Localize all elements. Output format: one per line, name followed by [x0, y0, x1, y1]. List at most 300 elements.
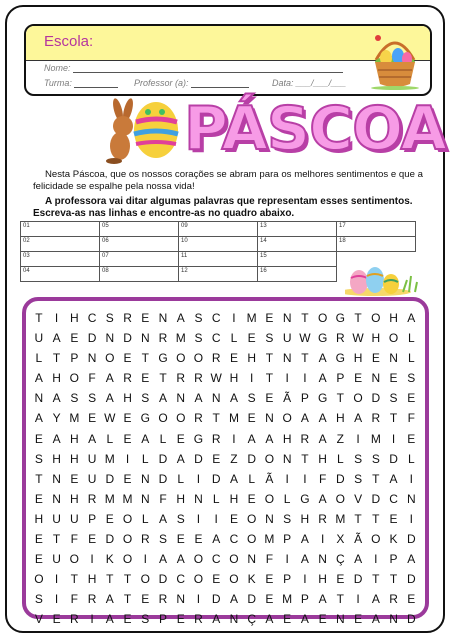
grid-letter[interactable]: U — [34, 331, 44, 346]
answer-cell[interactable]: 06 — [100, 237, 179, 252]
grid-letter[interactable]: E — [318, 612, 327, 627]
grid-letter[interactable]: A — [212, 612, 221, 627]
grid-letter[interactable]: N — [389, 612, 398, 627]
grid-letter[interactable]: H — [336, 411, 345, 426]
grid-letter[interactable]: A — [407, 552, 416, 567]
grid-letter[interactable]: M — [228, 411, 239, 426]
grid-letter[interactable]: N — [265, 511, 274, 526]
grid-letter[interactable]: G — [300, 491, 310, 506]
grid-letter[interactable]: L — [177, 471, 185, 486]
grid-letter[interactable]: E — [247, 491, 256, 506]
grid-letter[interactable]: W — [299, 331, 311, 346]
answer-cell[interactable]: 12 — [179, 267, 258, 282]
grid-letter[interactable]: I — [125, 451, 130, 466]
grid-letter[interactable]: I — [391, 431, 396, 446]
grid-letter[interactable]: L — [212, 491, 220, 506]
grid-letter[interactable]: O — [122, 511, 133, 526]
grid-letter[interactable]: M — [282, 592, 293, 607]
grid-letter[interactable]: H — [353, 351, 363, 366]
grid-letter[interactable]: I — [285, 371, 289, 386]
grid-letter[interactable]: R — [389, 592, 398, 607]
grid-letter[interactable]: T — [372, 572, 380, 587]
grid-letter[interactable]: E — [176, 612, 185, 627]
grid-letter[interactable]: M — [246, 311, 257, 325]
grid-letter[interactable]: E — [141, 311, 150, 325]
grid-letter[interactable]: A — [34, 411, 43, 426]
grid-letter[interactable]: S — [354, 471, 363, 486]
grid-letter[interactable]: A — [105, 371, 114, 386]
grid-letter[interactable]: N — [211, 391, 221, 406]
grid-letter[interactable]: Ã — [283, 391, 292, 406]
grid-letter[interactable]: E — [141, 592, 150, 607]
grid-letter[interactable]: A — [105, 612, 114, 627]
grid-letter[interactable]: N — [140, 471, 150, 486]
grid-letter[interactable]: N — [87, 351, 97, 366]
grid-letter[interactable]: T — [301, 351, 309, 366]
grid-letter[interactable]: N — [158, 311, 168, 325]
grid-letter[interactable]: E — [34, 431, 43, 446]
grid-letter[interactable]: I — [409, 511, 413, 526]
grid-letter[interactable]: S — [194, 331, 203, 346]
grid-letter[interactable]: L — [407, 351, 415, 366]
grid-letter[interactable]: I — [409, 471, 413, 486]
grid-letter[interactable]: Y — [52, 411, 61, 426]
grid-letter[interactable]: E — [88, 411, 97, 426]
grid-letter[interactable]: S — [176, 511, 185, 526]
grid-letter[interactable]: N — [371, 371, 381, 386]
grid-letter[interactable]: T — [35, 471, 43, 486]
grid-letter[interactable]: N — [265, 411, 274, 426]
grid-letter[interactable]: I — [232, 431, 236, 446]
grid-letter[interactable]: N — [105, 331, 115, 346]
grid-letter[interactable]: S — [70, 391, 79, 406]
grid-letter[interactable]: A — [52, 331, 61, 346]
grid-letter[interactable]: H — [70, 451, 79, 466]
grid-letter[interactable]: Z — [230, 451, 238, 466]
grid-letter[interactable]: A — [229, 471, 238, 486]
grid-letter[interactable]: C — [211, 331, 221, 346]
grid-letter[interactable]: T — [159, 371, 167, 386]
grid-letter[interactable]: A — [176, 311, 185, 325]
grid-letter[interactable]: R — [211, 351, 221, 366]
grid-letter[interactable]: H — [123, 391, 132, 406]
grid-letter[interactable]: E — [34, 552, 43, 567]
grid-letter[interactable]: L — [159, 431, 167, 446]
grid-letter[interactable]: E — [123, 612, 132, 627]
grid-letter[interactable]: R — [176, 371, 186, 386]
grid-letter[interactable]: S — [389, 391, 398, 406]
grid-letter[interactable]: N — [140, 491, 150, 506]
grid-letter[interactable]: E — [354, 612, 363, 627]
grid-letter[interactable]: O — [69, 371, 79, 386]
grid-letter[interactable]: E — [141, 371, 150, 386]
grid-letter[interactable]: S — [34, 592, 43, 607]
grid-letter[interactable]: U — [52, 511, 61, 526]
grid-letter[interactable]: R — [371, 411, 381, 426]
grid-letter[interactable]: M — [69, 411, 80, 426]
answer-cell[interactable]: 03 — [21, 252, 100, 267]
grid-letter[interactable]: W — [104, 411, 116, 426]
grid-letter[interactable]: H — [247, 351, 257, 366]
grid-letter[interactable]: E — [105, 511, 114, 526]
grid-letter[interactable]: I — [303, 471, 307, 486]
grid-letter[interactable]: N — [34, 391, 44, 406]
grid-letter[interactable]: N — [282, 451, 292, 466]
grid-letter[interactable]: O — [264, 491, 275, 506]
answer-cell[interactable]: 04 — [21, 267, 100, 282]
grid-letter[interactable]: P — [88, 511, 97, 526]
grid-letter[interactable]: A — [105, 592, 114, 607]
grid-letter[interactable]: O — [282, 411, 292, 426]
grid-letter[interactable]: D — [123, 331, 132, 346]
grid-letter[interactable]: O — [193, 552, 204, 567]
grid-letter[interactable]: R — [140, 532, 150, 547]
grid-letter[interactable]: E — [265, 311, 274, 325]
grid-letter[interactable]: T — [141, 351, 149, 366]
grid-letter[interactable]: E — [123, 431, 132, 446]
answer-cell[interactable]: 02 — [21, 237, 100, 252]
grid-letter[interactable]: R — [123, 311, 132, 325]
grid-letter[interactable]: A — [229, 391, 238, 406]
grid-letter[interactable]: A — [52, 391, 61, 406]
grid-letter[interactable]: E — [371, 351, 380, 366]
grid-letter[interactable]: O — [34, 572, 44, 587]
grid-letter[interactable]: G — [335, 351, 346, 366]
grid-letter[interactable]: T — [70, 572, 78, 587]
grid-letter[interactable]: I — [285, 471, 289, 486]
class-field[interactable] — [44, 78, 118, 88]
grid-letter[interactable]: G — [140, 411, 150, 426]
grid-letter[interactable]: A — [318, 592, 327, 607]
grid-letter[interactable]: X — [336, 532, 345, 547]
answer-cell[interactable]: 17 — [337, 222, 416, 237]
grid-letter[interactable]: O — [229, 552, 239, 567]
grid-letter[interactable]: S — [105, 311, 114, 325]
grid-letter[interactable]: I — [303, 572, 307, 587]
grid-letter[interactable]: R — [87, 592, 97, 607]
grid-letter[interactable]: U — [70, 511, 79, 526]
grid-letter[interactable]: A — [141, 431, 150, 446]
grid-letter[interactable]: F — [407, 411, 415, 426]
grid-letter[interactable]: I — [54, 311, 59, 325]
grid-letter[interactable]: A — [300, 612, 309, 627]
grid-letter[interactable]: H — [318, 572, 327, 587]
grid-letter[interactable]: A — [389, 471, 398, 486]
grid-letter[interactable]: Z — [336, 431, 345, 446]
grid-letter[interactable]: E — [70, 471, 79, 486]
grid-letter[interactable]: I — [214, 511, 218, 526]
grid-letter[interactable]: P — [159, 612, 168, 627]
grid-letter[interactable]: H — [389, 311, 398, 325]
grid-letter[interactable]: S — [194, 311, 203, 325]
grid-letter[interactable]: A — [354, 552, 363, 567]
grid-letter[interactable]: O — [317, 311, 328, 325]
grid-letter[interactable]: H — [229, 371, 239, 386]
grid-letter[interactable]: G — [158, 351, 168, 366]
grid-letter[interactable]: C — [389, 491, 398, 506]
grid-letter[interactable]: O — [371, 311, 381, 325]
grid-letter[interactable]: N — [52, 491, 61, 506]
grid-letter[interactable]: S — [283, 511, 292, 526]
grid-letter[interactable]: H — [70, 431, 79, 446]
grid-letter[interactable]: N — [176, 391, 186, 406]
grid-letter[interactable]: H — [300, 511, 310, 526]
grid-letter[interactable]: P — [336, 371, 345, 386]
grid-letter[interactable]: S — [141, 612, 150, 627]
grid-letter[interactable]: D — [406, 572, 416, 587]
grid-letter[interactable]: A — [354, 411, 363, 426]
grid-letter[interactable]: T — [336, 391, 345, 406]
grid-letter[interactable]: T — [106, 572, 114, 587]
grid-letter[interactable]: A — [176, 552, 185, 567]
grid-letter[interactable]: O — [176, 411, 186, 426]
grid-letter[interactable]: E — [407, 431, 416, 446]
grid-letter[interactable]: D — [158, 451, 168, 466]
answer-cell[interactable]: 07 — [100, 252, 179, 267]
grid-letter[interactable]: C — [176, 572, 186, 587]
grid-letter[interactable]: D — [389, 451, 398, 466]
grid-letter[interactable]: K — [247, 572, 256, 587]
grid-letter[interactable]: A — [194, 391, 203, 406]
grid-letter[interactable]: O — [105, 351, 115, 366]
grid-letter[interactable]: T — [123, 572, 132, 587]
grid-letter[interactable]: P — [300, 391, 309, 406]
answer-cell[interactable]: 18 — [337, 237, 416, 252]
grid-letter[interactable]: L — [141, 511, 149, 526]
grid-letter[interactable]: A — [407, 311, 416, 325]
grid-letter[interactable]: E — [212, 572, 221, 587]
grid-letter[interactable]: A — [265, 431, 274, 446]
name-field[interactable] — [44, 63, 343, 73]
grid-letter[interactable]: I — [196, 592, 201, 607]
grid-letter[interactable]: D — [211, 592, 221, 607]
grid-letter[interactable]: I — [232, 311, 236, 325]
grid-letter[interactable]: D — [336, 471, 345, 486]
grid-letter[interactable]: H — [229, 491, 239, 506]
grid-letter[interactable]: A — [318, 431, 327, 446]
grid-letter[interactable]: E — [407, 391, 416, 406]
grid-letter[interactable]: D — [406, 612, 416, 627]
grid-letter[interactable]: M — [175, 331, 186, 346]
grid-letter[interactable]: T — [301, 311, 309, 325]
grid-letter[interactable]: E — [176, 532, 185, 547]
grid-letter[interactable]: T — [354, 511, 362, 526]
grid-letter[interactable]: O — [353, 391, 363, 406]
grid-letter[interactable]: A — [247, 431, 256, 446]
grid-letter[interactable]: L — [106, 431, 114, 446]
grid-letter[interactable]: T — [265, 351, 274, 366]
grid-letter[interactable]: D — [371, 491, 381, 506]
grid-letter[interactable]: P — [300, 592, 309, 607]
grid-letter[interactable]: N — [140, 331, 150, 346]
grid-letter[interactable]: R — [318, 511, 327, 526]
grid-letter[interactable]: A — [371, 612, 380, 627]
grid-letter[interactable]: E — [389, 371, 398, 386]
grid-letter[interactable]: D — [406, 532, 416, 547]
grid-letter[interactable]: W — [352, 331, 364, 346]
grid-letter[interactable]: O — [122, 532, 133, 547]
answer-cell[interactable]: 10 — [179, 237, 258, 252]
grid-letter[interactable]: A — [318, 371, 327, 386]
grid-letter[interactable]: H — [282, 431, 292, 446]
grid-letter[interactable]: A — [265, 612, 274, 627]
grid-letter[interactable]: T — [35, 311, 43, 325]
grid-letter[interactable]: I — [374, 552, 378, 567]
grid-letter[interactable]: R — [70, 612, 79, 627]
grid-letter[interactable]: N — [389, 351, 398, 366]
grid-letter[interactable]: N — [194, 491, 203, 506]
grid-letter[interactable]: N — [52, 471, 61, 486]
grid-letter[interactable]: E — [265, 391, 274, 406]
grid-letter[interactable]: I — [196, 471, 201, 486]
answer-cell[interactable]: 16 — [258, 267, 337, 282]
grid-letter[interactable]: I — [356, 592, 360, 607]
grid-letter[interactable]: E — [123, 471, 132, 486]
grid-letter[interactable]: M — [104, 451, 115, 466]
grid-letter[interactable]: G — [193, 431, 204, 446]
grid-letter[interactable]: D — [353, 572, 363, 587]
grid-letter[interactable]: E — [123, 411, 132, 426]
grid-letter[interactable]: A — [371, 592, 380, 607]
grid-letter[interactable]: Ã — [265, 471, 274, 486]
grid-letter[interactable]: L — [141, 451, 149, 466]
grid-letter[interactable]: I — [285, 552, 289, 567]
word-search-grid[interactable] — [30, 308, 420, 630]
grid-letter[interactable]: T — [52, 351, 61, 366]
grid-letter[interactable]: H — [70, 491, 79, 506]
grid-letter[interactable]: L — [35, 351, 43, 366]
grid-letter[interactable]: O — [193, 572, 204, 587]
grid-letter[interactable]: D — [158, 471, 168, 486]
grid-letter[interactable]: E — [70, 331, 79, 346]
grid-letter[interactable]: L — [407, 331, 415, 346]
grid-letter[interactable]: W — [210, 371, 222, 386]
grid-letter[interactable]: A — [300, 532, 309, 547]
grid-letter[interactable]: T — [212, 411, 220, 426]
grid-letter[interactable]: I — [90, 552, 94, 567]
answer-cell[interactable]: 05 — [100, 222, 179, 237]
grid-letter[interactable]: R — [194, 612, 203, 627]
grid-letter[interactable]: M — [122, 491, 133, 506]
grid-letter[interactable]: C — [229, 532, 239, 547]
grid-letter[interactable]: R — [300, 431, 310, 446]
grid-letter[interactable]: T — [336, 592, 345, 607]
grid-letter[interactable]: N — [336, 612, 345, 627]
grid-letter[interactable]: T — [354, 311, 362, 325]
grid-letter[interactable]: T — [389, 411, 398, 426]
grid-letter[interactable]: T — [123, 592, 132, 607]
grid-letter[interactable]: Ã — [354, 532, 363, 547]
grid-letter[interactable]: E — [123, 351, 132, 366]
grid-letter[interactable]: F — [70, 592, 78, 607]
grid-letter[interactable]: O — [140, 572, 150, 587]
grid-letter[interactable]: L — [407, 451, 415, 466]
grid-letter[interactable]: S — [265, 331, 274, 346]
grid-letter[interactable]: N — [318, 552, 327, 567]
grid-letter[interactable]: E — [176, 431, 185, 446]
grid-letter[interactable]: R — [87, 491, 97, 506]
grid-letter[interactable]: A — [300, 552, 309, 567]
grid-letter[interactable]: D — [87, 331, 97, 346]
grid-letter[interactable]: H — [52, 451, 61, 466]
grid-letter[interactable]: A — [88, 431, 97, 446]
grid-letter[interactable]: K — [105, 552, 114, 567]
grid-letter[interactable]: D — [105, 471, 115, 486]
date-field[interactable] — [272, 78, 346, 88]
grid-letter[interactable]: H — [318, 451, 327, 466]
grid-letter[interactable]: M — [370, 431, 381, 446]
grid-letter[interactable]: I — [356, 431, 360, 446]
answer-cell[interactable]: 01 — [21, 222, 100, 237]
grid-letter[interactable]: A — [52, 431, 61, 446]
grid-letter[interactable]: D — [158, 572, 168, 587]
grid-letter[interactable]: U — [282, 331, 292, 346]
grid-letter[interactable]: A — [105, 391, 114, 406]
grid-letter[interactable]: E — [265, 572, 274, 587]
grid-letter[interactable]: O — [158, 411, 168, 426]
grid-letter[interactable]: N — [406, 491, 416, 506]
grid-letter[interactable]: V — [354, 491, 363, 506]
grid-letter[interactable]: U — [87, 451, 97, 466]
grid-letter[interactable]: O — [247, 532, 257, 547]
grid-letter[interactable]: R — [194, 411, 203, 426]
answer-cell[interactable]: 14 — [258, 237, 337, 252]
grid-letter[interactable]: M — [264, 532, 275, 547]
answer-cell[interactable]: 15 — [258, 252, 337, 267]
grid-letter[interactable]: D — [211, 471, 221, 486]
grid-letter[interactable]: T — [372, 471, 380, 486]
grid-letter[interactable]: I — [90, 612, 94, 627]
grid-letter[interactable]: H — [87, 572, 97, 587]
grid-letter[interactable]: E — [229, 511, 238, 526]
grid-letter[interactable]: R — [158, 592, 168, 607]
grid-letter[interactable]: K — [389, 532, 398, 547]
grid-letter[interactable]: Ç — [336, 552, 345, 567]
grid-letter[interactable]: S — [247, 391, 256, 406]
grid-letter[interactable]: L — [337, 451, 344, 466]
grid-letter[interactable]: E — [265, 592, 274, 607]
grid-letter[interactable]: F — [70, 532, 78, 547]
grid-letter[interactable]: O — [69, 552, 79, 567]
grid-letter[interactable]: C — [211, 552, 221, 567]
grid-letter[interactable]: D — [194, 451, 203, 466]
grid-letter[interactable]: R — [194, 371, 203, 386]
grid-letter[interactable]: O — [122, 552, 133, 567]
grid-letter[interactable]: D — [247, 451, 257, 466]
grid-letter[interactable]: S — [354, 451, 363, 466]
grid-letter[interactable]: F — [159, 491, 167, 506]
grid-letter[interactable]: E — [247, 331, 256, 346]
grid-letter[interactable]: T — [265, 371, 274, 386]
grid-letter[interactable]: I — [196, 511, 201, 526]
grid-letter[interactable]: E — [88, 532, 97, 547]
grid-letter[interactable]: S — [407, 371, 416, 386]
grid-letter[interactable]: G — [317, 331, 328, 346]
grid-letter[interactable]: I — [143, 552, 147, 567]
grid-letter[interactable]: F — [265, 552, 274, 567]
grid-letter[interactable]: H — [34, 511, 44, 526]
grid-letter[interactable]: H — [371, 331, 381, 346]
answer-cell[interactable]: 09 — [179, 222, 258, 237]
grid-letter[interactable]: T — [301, 451, 309, 466]
answer-cell[interactable]: 11 — [179, 252, 258, 267]
grid-letter[interactable]: A — [212, 532, 221, 547]
grid-letter[interactable]: E — [336, 572, 345, 587]
grid-letter[interactable]: T — [52, 532, 61, 547]
grid-letter[interactable]: D — [247, 592, 257, 607]
grid-letter[interactable]: V — [34, 612, 43, 627]
grid-letter[interactable]: R — [123, 371, 132, 386]
